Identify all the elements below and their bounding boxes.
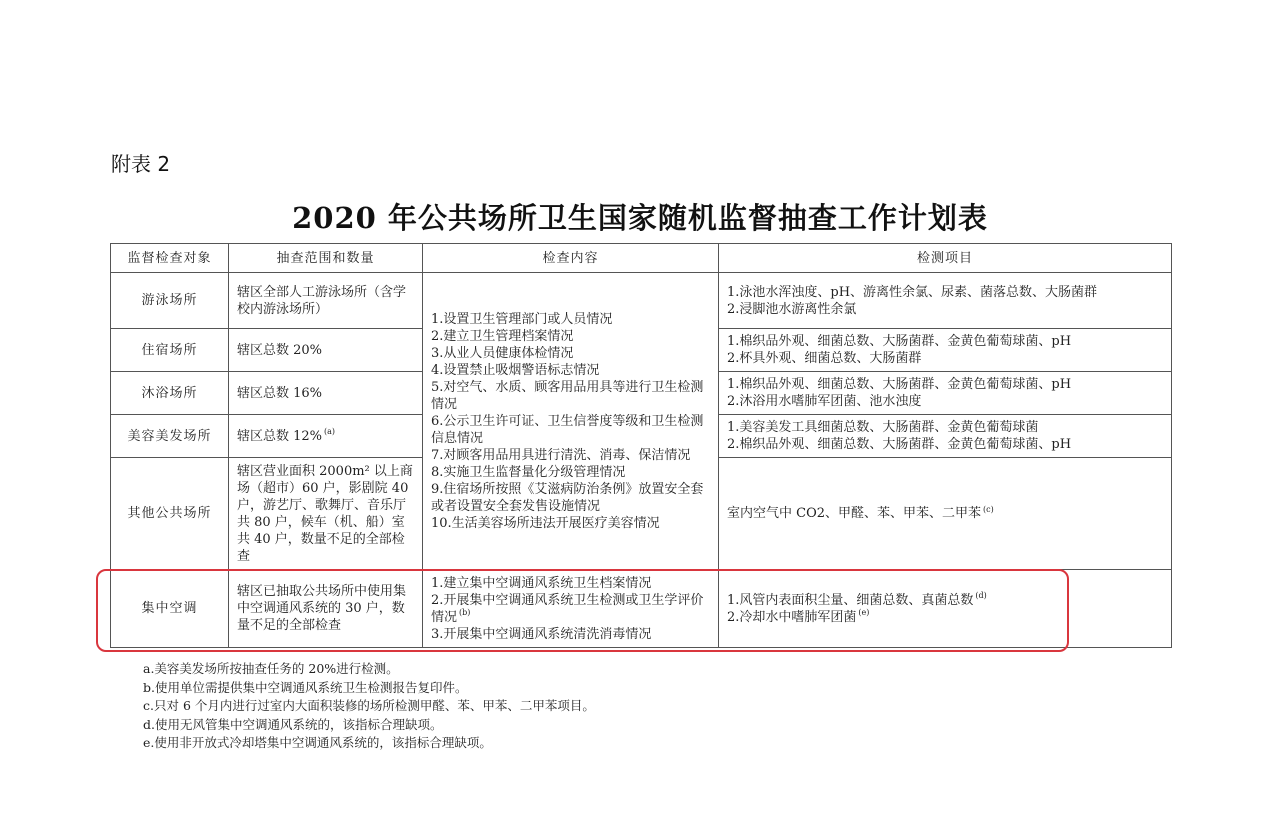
items-cell xyxy=(719,372,1172,415)
general-content-cell xyxy=(423,273,719,570)
footnote-marker: (e) xyxy=(858,608,870,618)
content-item: 4.设置禁止吸烟警语标志情况 xyxy=(431,362,600,378)
items-cell xyxy=(719,273,1172,329)
object-cell: 住宿场所 xyxy=(111,329,229,372)
content-item xyxy=(431,592,710,626)
footnotes xyxy=(143,660,595,753)
items-cell xyxy=(719,570,1172,648)
content-item: 7.对顾客用品用具进行清洗、消毒、保洁情况 xyxy=(431,447,691,463)
object-cell: 沐浴场所 xyxy=(111,372,229,415)
content-item: 1.建立集中空调通风系统卫生档案情况 xyxy=(431,575,652,591)
content-item: 6.公示卫生许可证、卫生信誉度等级和卫生检测信息情况 xyxy=(431,413,704,446)
scope-cell: 辖区总数 16% xyxy=(229,372,423,415)
footnote-marker: (a) xyxy=(324,427,336,437)
table-header-row xyxy=(111,244,1172,273)
header-object: 监督检查对象 xyxy=(111,244,229,273)
item-line: 1.美容美发工具细菌总数、大肠菌群、金黄色葡萄球菌 xyxy=(727,420,1039,435)
content-item: 8.实施卫生监督量化分级管理情况 xyxy=(431,464,626,480)
header-items: 检测项目 xyxy=(719,244,1172,273)
scope-cell: 辖区营业面积 2000m² 以上商场（超市）60 户，影剧院 40 户，游艺厅、歌舞厅、音乐厅共 80 户，候车（机、船）室共 40 户，数量不足的全部检查 xyxy=(229,458,423,570)
scope-cell: 辖区总数 20% xyxy=(229,329,423,372)
content-item: 1.设置卫生管理部门或人员情况 xyxy=(431,311,613,327)
footnote-marker: (b) xyxy=(459,608,471,618)
items-cell xyxy=(719,458,1172,570)
item-line: 2.棉织品外观、细菌总数、大肠菌群、金黄色葡萄球菌、pH xyxy=(727,437,1072,452)
item-line xyxy=(727,609,1163,626)
table-row-ac xyxy=(111,570,1172,648)
content-item: 10.生活美容场所违法开展医疗美容情况 xyxy=(431,515,660,531)
content-item: 2.建立卫生管理档案情况 xyxy=(431,328,574,344)
footnote: a.美容美发场所按抽查任务的 20%进行检测。 xyxy=(143,661,399,676)
content-item: 9.住宿场所按照《艾滋病防治条例》放置安全套或者设置安全套发售设施情况 xyxy=(431,481,704,514)
footnote: d.使用无风管集中空调通风系统的，该指标合理缺项。 xyxy=(143,716,443,732)
footnote-marker: (d) xyxy=(975,591,987,601)
content-item: 5.对空气、水质、顾客用品用具等进行卫生检测情况 xyxy=(431,379,704,412)
item-line: 室内空气中 CO2、甲醛、苯、甲苯、二甲苯 xyxy=(727,506,982,521)
object-cell: 游泳场所 xyxy=(111,273,229,329)
scope-cell xyxy=(229,415,423,458)
item-line: 2.沐浴用水嗜肺军团菌、池水浊度 xyxy=(727,394,922,409)
items-cell xyxy=(719,329,1172,372)
item-line: 1.棉织品外观、细菌总数、大肠菌群、金黄色葡萄球菌、pH xyxy=(727,377,1072,392)
document-title: 2020 年公共场所卫生国家随机监督抽查工作计划表 xyxy=(292,201,988,235)
plan-table xyxy=(110,243,1172,648)
ac-content-cell xyxy=(423,570,719,648)
item-line xyxy=(727,592,1163,609)
object-cell: 集中空调 xyxy=(111,570,229,648)
content-item: 3.从业人员健康体检情况 xyxy=(431,345,574,361)
object-cell: 美容美发场所 xyxy=(111,415,229,458)
content-item-text: 2.开展集中空调通风系统卫生检测或卫生学评价情况 xyxy=(431,592,704,625)
header-scope: 抽查范围和数量 xyxy=(229,244,423,273)
footnote-marker: (c) xyxy=(983,504,994,514)
object-cell: 其他公共场所 xyxy=(111,458,229,570)
item-line: 2.杯具外观、细菌总数、大肠菌群 xyxy=(727,351,922,366)
items-cell xyxy=(719,415,1172,458)
footnote: c.只对 6 个月内进行过室内大面积装修的场所检测甲醛、苯、甲苯、二甲苯项目。 xyxy=(143,698,595,713)
appendix-label: 附表 2 xyxy=(111,152,171,176)
table-row xyxy=(111,273,1172,329)
scope-text: 辖区总数 12% xyxy=(237,428,323,444)
footnote: b.使用单位需提供集中空调通风系统卫生检测报告复印件。 xyxy=(143,679,468,695)
item-text: 1.风管内表面积尘量、细菌总数、真菌总数 xyxy=(727,592,974,608)
footnote: e.使用非开放式冷却塔集中空调通风系统的，该指标合理缺项。 xyxy=(143,735,492,750)
item-line: 1.泳池水浑浊度、pH、游离性余氯、尿素、菌落总数、大肠菌群 xyxy=(727,284,1098,300)
item-line: 1.棉织品外观、细菌总数、大肠菌群、金黄色葡萄球菌、pH xyxy=(727,334,1072,349)
item-text: 2.冷却水中嗜肺军团菌 xyxy=(727,609,857,625)
content-item: 3.开展集中空调通风系统清洗消毒情况 xyxy=(431,626,652,642)
header-content: 检查内容 xyxy=(423,244,719,273)
scope-cell: 辖区已抽取公共场所中使用集中空调通风系统的 30 户，数量不足的全部检查 xyxy=(229,570,423,648)
scope-cell: 辖区全部人工游泳场所（含学校内游泳场所） xyxy=(229,273,423,329)
item-line: 2.浸脚池水游离性余氯 xyxy=(727,301,857,317)
